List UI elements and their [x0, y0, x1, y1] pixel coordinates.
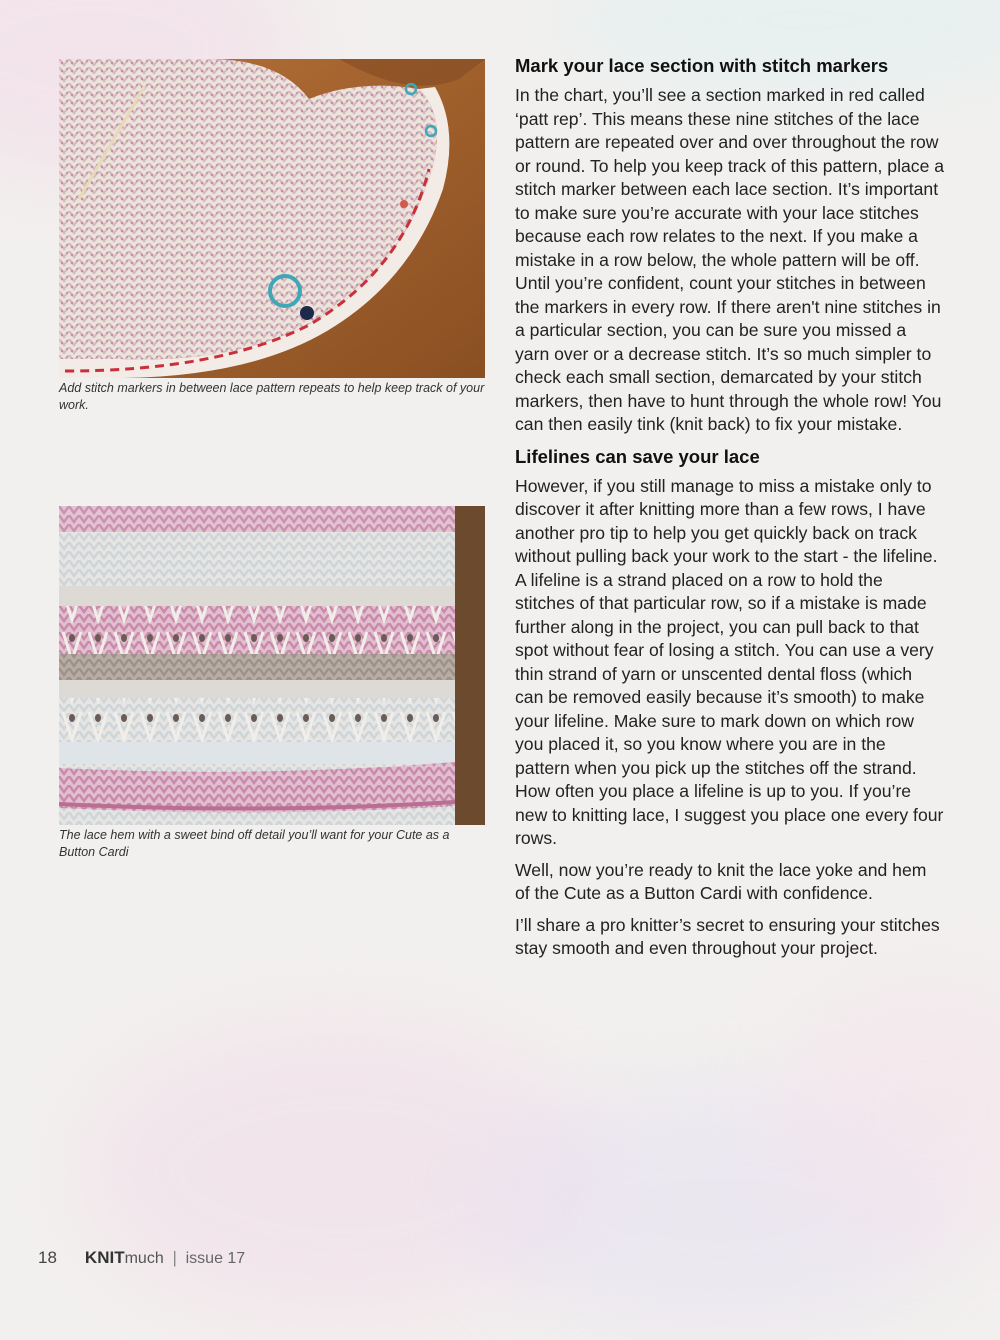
magazine-brand: KNITmuch [84, 1248, 164, 1267]
page-number: 18 [38, 1248, 57, 1267]
photo-caption: The lace hem with a sweet bind off detail you’ll want for your Cute as a Button Cardi [59, 828, 450, 859]
paragraph: Well, now you’re ready to knit the lace yoke and hem of the Cute as a Button Cardi with confidence. [515, 859, 927, 903]
footer-separator: | [172, 1248, 177, 1267]
article-body [515, 54, 945, 961]
paragraph: However, if you still manage to miss a mistake only to discover it after knitting more than a few rows, I have another pro tip to help you get quickly back on track without pulling back your work to the start - the lifeline. A lifeline is a strand placed on a row to hold the stitches of that particular row, so if a mistake is made further along in the project, you can pull back to that spot without fear of losing a stitch. You can use a very thin strand of yarn or unscented dental floss (which can be removed easily because it’s smooth) to make your lifeline. Make sure to mark down on which row you placed it, so you know where you are in the pattern when you pick up the stitches off the strand. How often you place a lifeline is up to you. If you’re new to knitting lace, I suggest you place one every four rows. [515, 475, 944, 848]
issue-label: issue 17 [185, 1250, 246, 1267]
paragraph: I’ll share a pro knitter’s secret to ensuring your stitches stay smooth and even throughout your project. [515, 914, 940, 958]
photo-caption: Add stitch markers in between lace pattern repeats to help keep track of your work. [59, 381, 485, 412]
knitted-lace-hem-photo [59, 506, 485, 825]
knitted-lace-yoke-with-stitch-markers-photo [59, 59, 485, 378]
paragraph: In the chart, you’ll see a section marked in red called ‘patt rep’. This means these nine stitches of the lace pattern are repeated over and over throughout the row or round. To help you keep track of this pattern, place a stitch marker between each lace section. It’s important to make sure you’re accurate with your lace stitches because each row relates to the next. If you make a mistake in a row below, the whole pattern will be off. Until you’re confident, count your stitches in between the markers in every row. If there aren't nine stitches in a particular section, you can be sure you missed a yarn over or a decrease stitch. It’s so much simpler to check each small section, demarcated by your stitch markers, then have to hunt through the whole row! You can then easily tink (knit back) to fix your mistake. [515, 85, 945, 434]
page-footer [38, 1248, 245, 1268]
section-heading: Lifelines can save your lace [515, 445, 760, 467]
section-heading: Mark your lace section with stitch markers [515, 55, 889, 76]
